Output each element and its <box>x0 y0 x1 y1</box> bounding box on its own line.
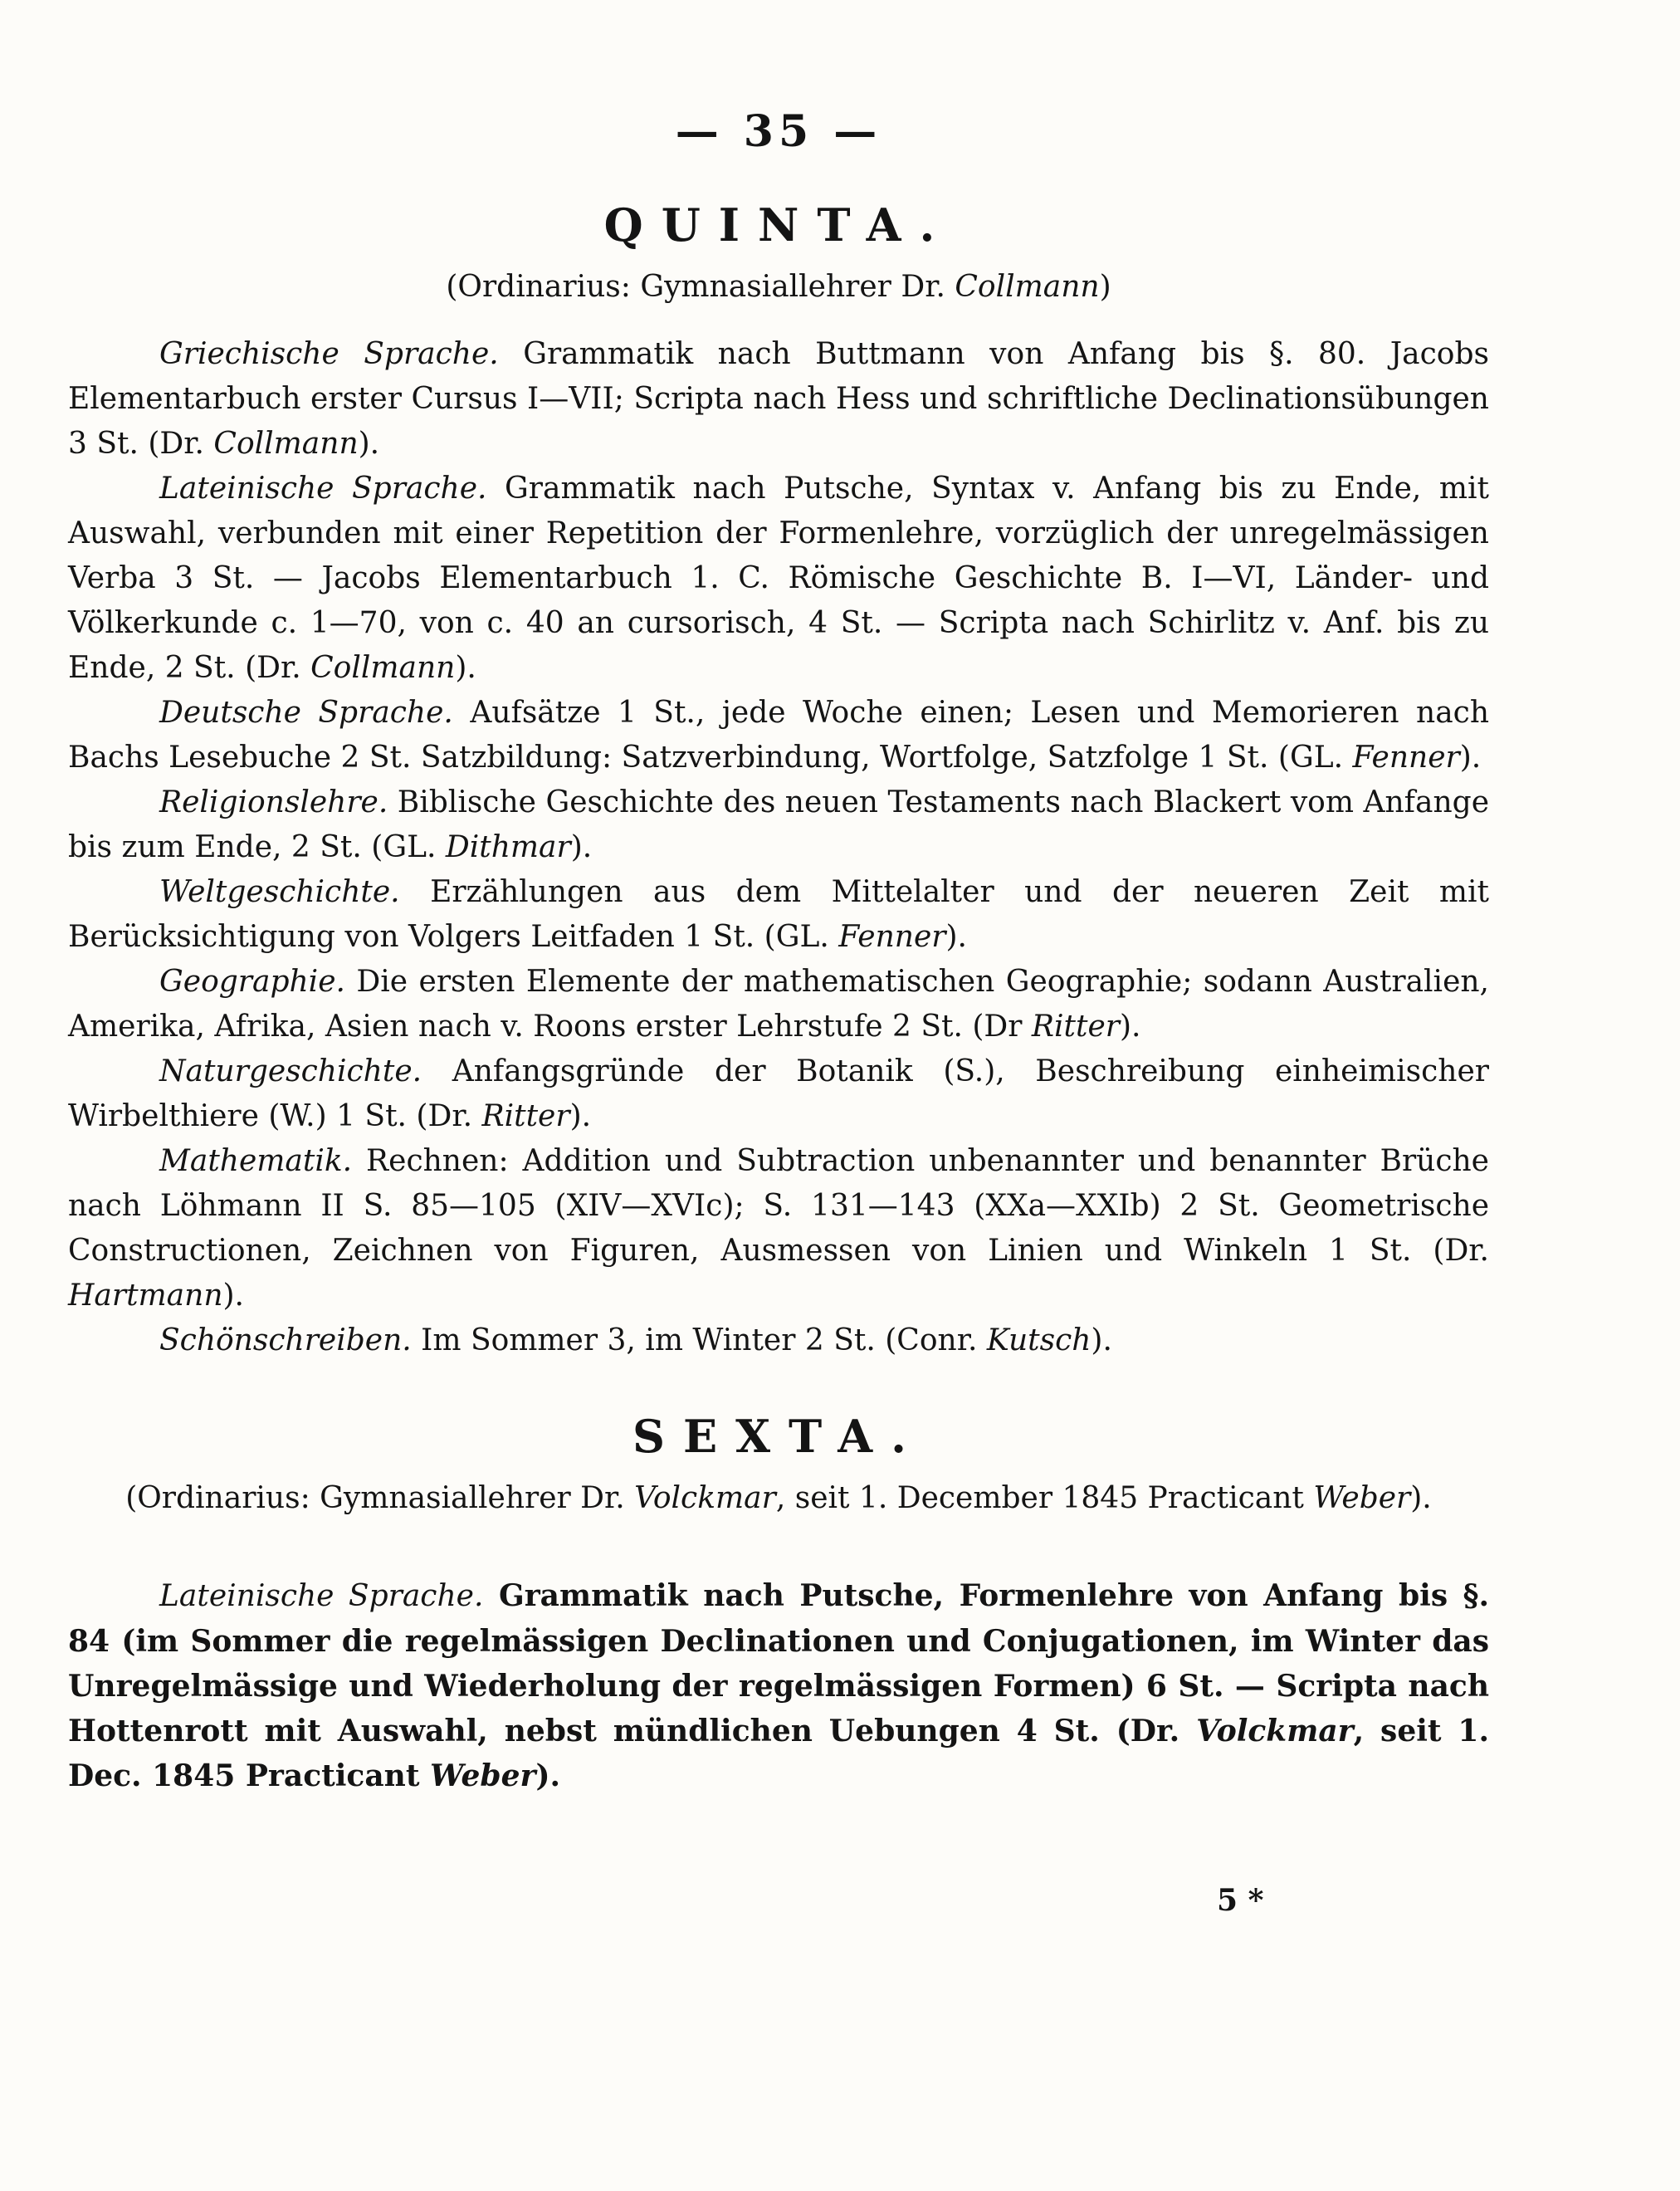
quinta-entry-naturgeschichte <box>68 1049 1489 1139</box>
entry-text: Erzählungen aus dem Mittelalter und der neueren Zeit mit Berücksichtigung von Volgers Leitfaden 1 St. (GL. <box>68 875 1489 954</box>
quinta-entry-griechisch <box>68 332 1489 467</box>
entry-text: Grammatik nach Putsche, Formenlehre von Anfang bis §. 84 (im Sommer die regelmässigen Declinationen und Conjugationen, im Winter das Unregelmässige und Wiederholung der regelmässigen Formen) 6 St. — Scripta nach Hottenrott mit Auswahl, nebst mündlichen Uebungen 4 St. (Dr. <box>68 1578 1489 1748</box>
entry-text: Rechnen: Addition und Subtraction unbenannter und benannter Brüche nach Löhmann II S. 85—105 (XIV—XVIc); S. 131—143 (XXa—XXIb) 2 St. Geometrische Constructionen, Zeichnen von Figuren, Ausmessen von Linien und Winkeln 1 St. (Dr. <box>68 1144 1489 1268</box>
document-page <box>68 106 1489 1798</box>
teacher-name: Fenner <box>1352 741 1460 775</box>
subject-label: Naturgeschichte. <box>159 1054 422 1088</box>
sexta-heading: SEXTA. <box>632 1410 925 1463</box>
teacher-name: Collmann <box>213 427 359 461</box>
teacher-name: Dithmar <box>445 830 571 864</box>
ordinarius-suffix: ) <box>1099 270 1111 304</box>
entry-text: Grammatik nach Buttmann von Anfang bis §. 80. Jacobs Elementarbuch erster Cursus I—VII; Scripta nach Hess und schriftliche Declinationsübungen 3 St. (Dr. <box>68 337 1489 461</box>
teacher-name: Fenner <box>838 920 946 954</box>
entry-end: ). <box>569 1099 592 1133</box>
subject-label: Religionslehre. <box>159 785 388 819</box>
sexta-entry-latein <box>68 1573 1489 1798</box>
teacher-name: Ritter <box>1031 1010 1120 1044</box>
quinta-entry-weltgeschichte <box>68 870 1489 960</box>
ordinarius-suffix: ). <box>1410 1481 1432 1515</box>
quinta-entry-religion <box>68 780 1489 870</box>
subject-label: Weltgeschichte. <box>159 875 400 909</box>
ordinarius-name: Volckmar <box>634 1481 776 1515</box>
subject-label: Griechische Sprache. <box>159 337 499 371</box>
section-spacer <box>68 1363 1489 1410</box>
ordinarius-name-2: Weber <box>1313 1481 1411 1515</box>
entry-text: Aufsätze 1 St., jede Woche einen; Lesen und Memorieren nach Bachs Lesebuche 2 St. Satzbildung: Satzverbindung, Wortfolge, Satzfolge 1 St. (GL. <box>68 696 1489 775</box>
entry-middle: , seit 1. Dec. 1845 Practicant <box>68 1714 1489 1793</box>
quinta-entry-schoenschreiben <box>68 1318 1489 1363</box>
signature-mark: 5 * <box>1217 1883 1264 1918</box>
sexta-ordinarius <box>68 1481 1489 1515</box>
subject-label: Mathematik. <box>159 1144 353 1178</box>
quinta-entry-deutsch <box>68 691 1489 780</box>
teacher-name: Hartmann <box>68 1279 223 1313</box>
ordinarius-name: Collmann <box>955 270 1100 304</box>
entry-end: ). <box>535 1758 561 1793</box>
subject-label: Lateinische Sprache. <box>159 472 487 506</box>
quinta-entry-mathematik <box>68 1139 1489 1318</box>
entry-end: ). <box>358 427 380 461</box>
entry-end: ). <box>1091 1323 1112 1357</box>
quinta-entry-geographie <box>68 960 1489 1049</box>
entry-text: Anfangsgründe der Botanik (S.), Beschreibung einheimischer Wirbelthiere (W.) 1 St. (Dr. <box>68 1054 1489 1133</box>
entry-end: ). <box>570 830 593 864</box>
ordinarius-middle: , seit 1. December 1845 Practicant <box>775 1481 1314 1515</box>
entry-end: ). <box>1120 1010 1141 1044</box>
entry-end: ). <box>222 1279 245 1313</box>
teacher-name: Volckmar <box>1196 1714 1354 1748</box>
page-number: — 35 — <box>675 106 882 157</box>
subject-label: Schönschreiben. <box>159 1323 412 1357</box>
entry-text: Grammatik nach Putsche, Syntax v. Anfang bis zu Ende, mit Auswahl, verbunden mit einer Repetition der Formenlehre, vorzüglich der unregelmässigen Verba 3 St. — Jacobs Elementarbuch 1. C. Römische Geschichte B. I—VI, Länder- und Völkerkunde c. 1—70, von c. 40 an cursorisch, 4 St. — Scripta nach Schirlitz v. Anf. bis zu Ende, 2 St. (Dr. <box>68 472 1489 685</box>
subject-label: Geographie. <box>159 965 345 999</box>
teacher-name: Kutsch <box>986 1323 1092 1357</box>
entry-end: ). <box>1459 741 1482 775</box>
entry-text: Die ersten Elemente der mathematischen Geographie; sodann Australien, Amerika, Afrika, Asien nach v. Roons erster Lehrstufe 2 St. (Dr <box>68 965 1489 1044</box>
subject-label: Lateinische Sprache. <box>159 1579 484 1613</box>
teacher-name-2: Weber <box>430 1758 536 1793</box>
entry-text: Biblische Geschichte des neuen Testaments nach Blackert vom Anfange bis zum Ende, 2 St. (GL. <box>68 785 1489 864</box>
entry-text: Im Sommer 3, im Winter 2 St. (Conr. <box>411 1323 987 1357</box>
teacher-name: Ritter <box>481 1099 570 1133</box>
quinta-heading: QUINTA. <box>603 198 954 252</box>
teacher-name: Collmann <box>310 651 456 685</box>
ordinarius-prefix: (Ordinarius: Gymnasiallehrer Dr. <box>125 1481 635 1515</box>
ordinarius-prefix: (Ordinarius: Gymnasiallehrer Dr. <box>446 270 955 304</box>
subject-label: Deutsche Sprache. <box>159 696 453 730</box>
quinta-entry-latein <box>68 467 1489 691</box>
entry-end: ). <box>455 651 476 685</box>
entry-end: ). <box>945 920 967 954</box>
quinta-ordinarius <box>68 270 1489 304</box>
